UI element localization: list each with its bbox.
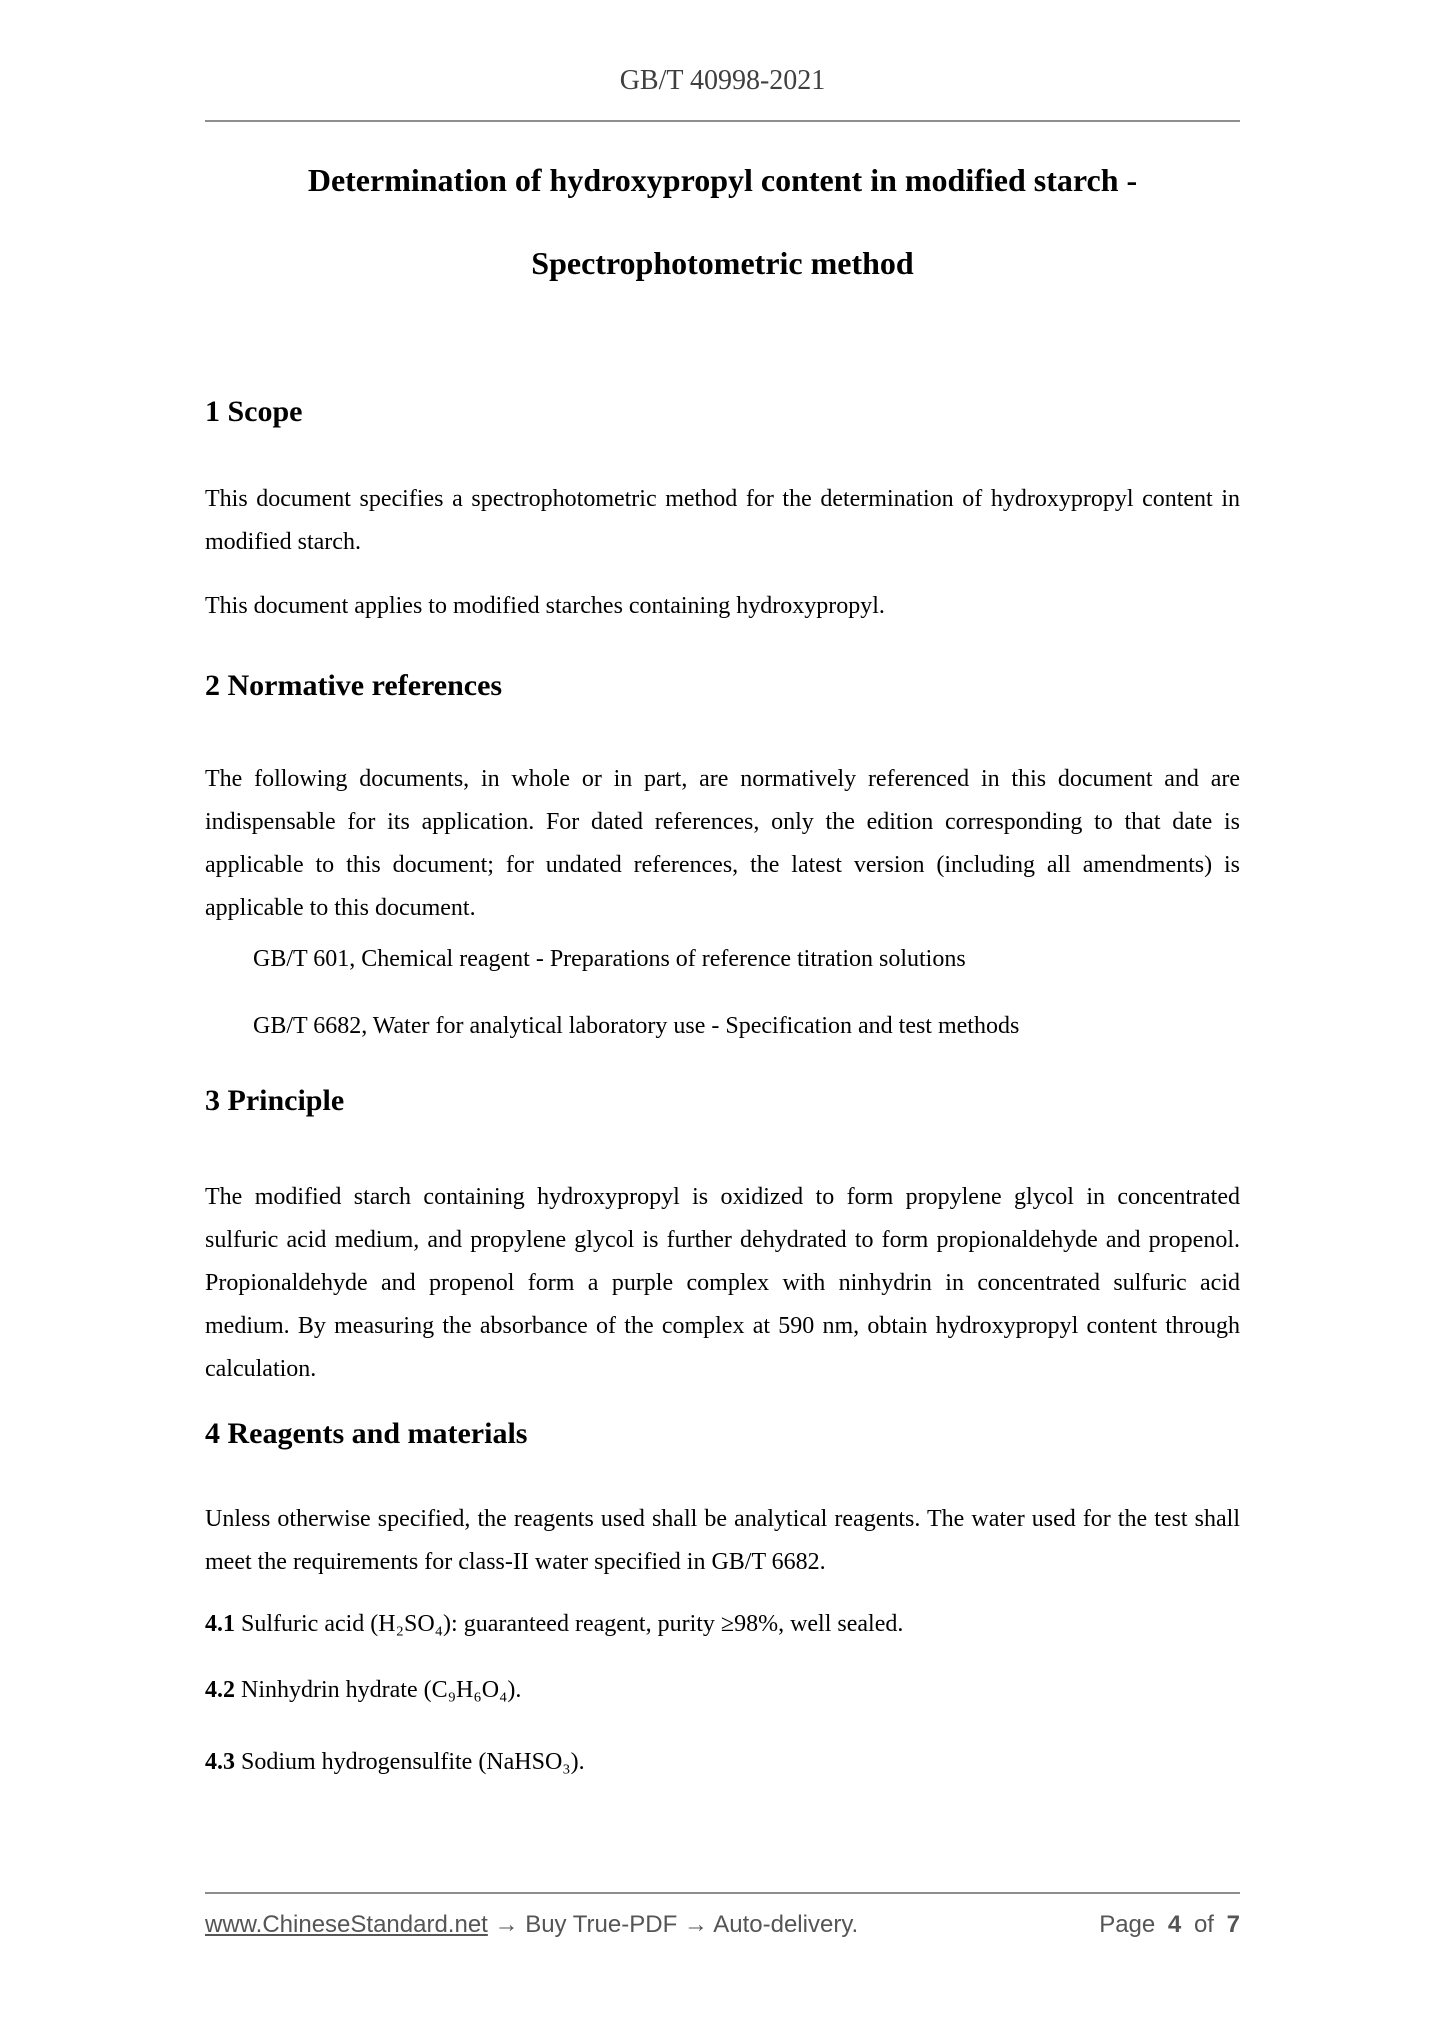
reagent-text: Sulfuric acid (H₂SO₄): guaranteed reagent, purity ≥98%, well sealed. — [241, 1611, 904, 1637]
standard-number: GB/T 40998-2021 — [619, 65, 826, 96]
reference-item-gbt-6682: GB/T 6682, Water for analytical laboratory use - Specification and test methods — [253, 1013, 1020, 1039]
arrow-icon: → — [683, 1911, 708, 1938]
arrow-icon: → — [494, 1911, 519, 1938]
footer-website-link[interactable]: www.ChineseStandard.net — [205, 1911, 488, 1938]
principle-paragraph: The modified starch containing hydroxypropyl is oxidized to form propylene glycol in concentrated sulfuric acid medium, and propylene glycol is further dehydrated to form propionaldehyde and propenol. Propionaldehyde and propenol form a purple complex with ninhydrin in concentrated sulfuric acid medium. By measuring the absorbance of the complex at 590 nm, obtain hydroxypropyl content through calculation. — [205, 1184, 1240, 1382]
of-label: of — [1193, 1911, 1214, 1938]
footer-left — [205, 1906, 858, 1944]
section-heading-scope: 1 Scope — [205, 395, 303, 428]
header-rule — [205, 120, 1240, 122]
total-pages-number: 7 — [1226, 1911, 1240, 1938]
footer-action-buy: Buy True-PDF — [525, 1911, 678, 1938]
reagent-text: Sodium hydrogensulfite (NaHSO₃). — [241, 1749, 585, 1775]
page-label: Page — [1099, 1911, 1156, 1938]
reagent-number: 4.3 — [205, 1749, 235, 1775]
reagent-text: Ninhydrin hydrate (C₉H₆O₄). — [241, 1677, 522, 1703]
reagent-item-4-1 — [205, 1603, 1240, 1646]
normative-references-paragraph: The following documents, in whole or in part, are normatively referenced in this document and are indispensable for its application. For dated references, only the edition corresponding to that date is applicable to this document; for undated references, the latest version (including all amendments) is applicable to this document. — [205, 766, 1240, 921]
reagent-number: 4.2 — [205, 1677, 235, 1703]
footer-action-delivery: Auto-delivery. — [713, 1911, 859, 1938]
current-page-number: 4 — [1167, 1911, 1182, 1938]
document-title-line-1: Determination of hydroxypropyl content in modified starch - — [307, 162, 1138, 198]
footer-rule — [205, 1892, 1240, 1894]
section-heading-reagents-and-materials: 4 Reagents and materials — [205, 1417, 528, 1450]
scope-paragraph-2: This document applies to modified starches containing hydroxypropyl. — [205, 593, 885, 619]
document-title-line-2: Spectrophotometric method — [531, 245, 914, 281]
footer — [205, 1906, 1240, 1944]
section-heading-principle: 3 Principle — [205, 1084, 345, 1117]
reference-item-gbt-601: GB/T 601, Chemical reagent - Preparations of reference titration solutions — [253, 946, 966, 972]
reagents-intro-paragraph: Unless otherwise specified, the reagents used shall be analytical reagents. The water used for the test shall meet the requirements for class-II water specified in GB/T 6682. — [205, 1506, 1240, 1575]
section-heading-normative-references: 2 Normative references — [205, 669, 503, 702]
reagent-item-4-3 — [205, 1741, 1240, 1784]
scope-paragraph-1: This document specifies a spectrophotometric method for the determination of hydroxypropyl content in modified starch. — [205, 486, 1240, 555]
page-indicator — [1099, 1906, 1240, 1944]
reagent-number: 4.1 — [205, 1611, 235, 1637]
reagent-item-4-2 — [205, 1669, 1240, 1712]
